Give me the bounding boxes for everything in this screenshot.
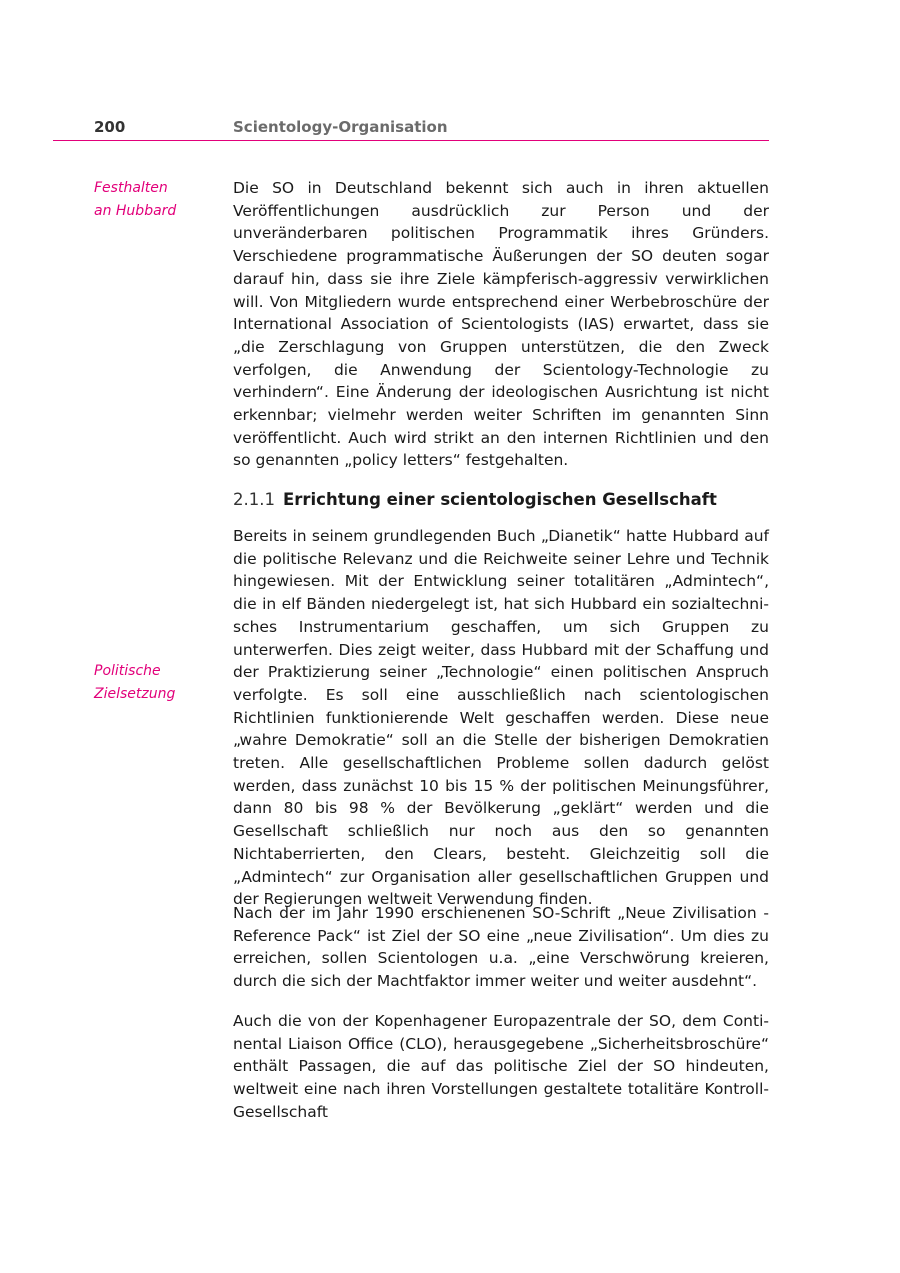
- section-number: 2.1.1: [233, 490, 275, 509]
- margin-note-zielsetzung: Politische Zielsetzung: [94, 663, 176, 702]
- paragraph-1: Die SO in Deutschland bekennt sich auch in ihren aktuellen Veröffentlichungen ausdrücklich zur Person und der unveränderbaren politischen Programmatik ihres Gründers. Verschiedene programmatische Äußerungen der SO deuten sogar darauf hin, dass sie ihre Ziele kämpferisch-aggressiv verwirklichen will. Von Mitgliedern wurde entsprechend einer Werbebroschüre der International Association of Scientologists (IAS) erwartet, dass sie „die Zerschlagung von Gruppen unterstützen, die den Zweck verfolgen, die Anwendung der Scientology-Technologie zu verhindern“. Eine Änderung der ideologischen Ausrichtung ist nicht erkennbar; vielmehr werden weiter Schriften im genannten Sinn veröffentlicht. Auch wird strikt an den internen Richtlinien und den so genannten „policy letters“ festgehalten.: [233, 179, 769, 470]
- section-heading: [233, 490, 717, 509]
- section-title: Errichtung einer scientologischen Gesellschaft: [282, 490, 717, 509]
- margin-note-festhalten: Festhalten an Hubbard: [94, 180, 177, 219]
- paragraph-2: Bereits in seinem grundlegenden Buch „Dianetik“ hatte Hubbard auf die politische Relevanz und die Reichweite seiner Lehre und Technik hingewiesen. Mit der Entwicklung seiner totalitären „Admintech“, die in elf Bänden niedergelegt ist, hat sich Hubbard ein sozialtechnisches Instrumentarium geschaffen, um sich Gruppen zu unterwerfen. Dies zeigt weiter, dass Hubbard mit der Schaffung und der Praktizierung seiner „Technologie“ einen politischen Anspruch verfolgte. Es soll eine ausschließlich nach scientologischen Richtlinien funktionierende Welt geschaffen werden. Diese neue „wahre Demokratie“ soll an die Stelle der bisherigen Demokratien treten. Alle gesellschaftlichen Probleme sollen dadurch gelöst werden, dass zunächst 10 bis 15 % der politischen Meinungsführer, dann 80 bis 98 % der Bevölkerung „geklärt“ werden und die Gesellschaft schließlich nur noch aus den so genannten Nichtaberrierten, den Clears, besteht. Gleichzeitig soll die „Admintech“ zur Organisation aller gesellschaftlichen Gruppen und der Regierungen weltweit Verwendung finden.: [233, 527, 769, 909]
- page-header: [0, 118, 900, 142]
- paragraph-3: Nach der im Jahr 1990 erschienenen SO-Schrift „Neue Zivilisation - Reference Pack“ ist Ziel der SO eine „neue Zivilisation“. Um dies zu erreichen, sollen Scientologen u.a. „eine Verschwörung kreieren, durch die sich der Machtfaktor immer weiter und weiter ausdehnt“.: [233, 904, 769, 991]
- paragraph-4: Auch die von der Kopenhagener Europazentrale der SO, dem Continental Liaison Office (CLO), herausgegebene „Sicherheitsbroschüre“ enthält Passagen, die auf das politische Ziel der SO hindeuten, weltweit eine nach ihren Vorstellungen gestaltete totalitäre Kontroll-Gesellschaft: [233, 1012, 769, 1121]
- running-title: Scientology-Organisation: [233, 118, 448, 136]
- header-divider: [53, 140, 769, 141]
- page-number: 200: [94, 118, 126, 136]
